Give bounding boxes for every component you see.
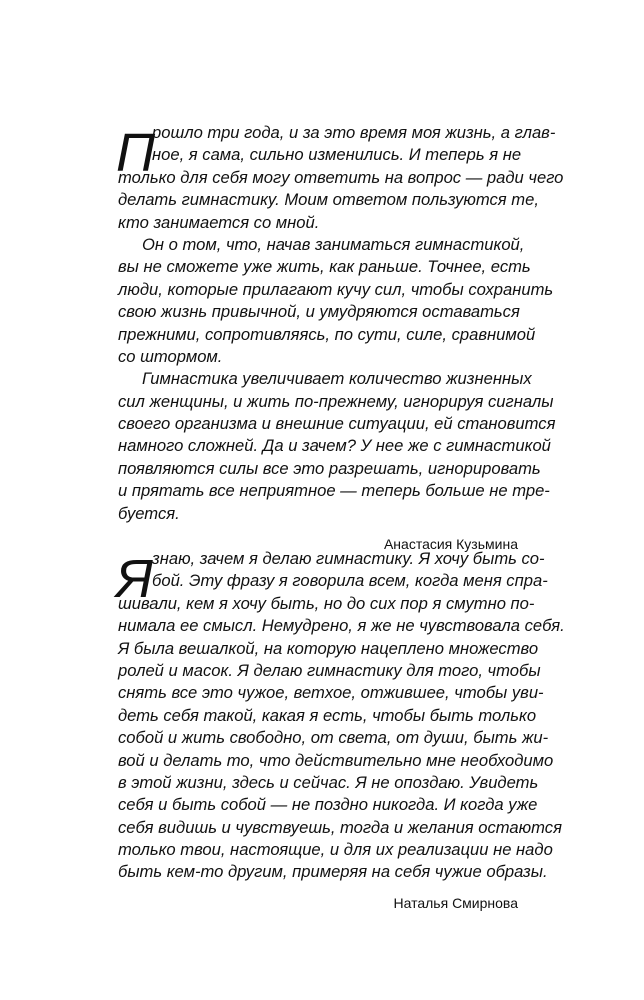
text-line: ное, я сама, сильно изменились. И теперь я не (152, 145, 522, 165)
text-line: и прятать все неприятное — теперь больше не тре- (118, 481, 550, 501)
text-line: бой. Эту фразу я говорила всем, когда меня спра- (152, 571, 548, 591)
text-line: снять все это чужое, ветхое, отжившее, чтобы уви- (118, 683, 544, 703)
text-line: собой и жить свободно, от света, от души, быть жи- (118, 728, 549, 748)
text-line: со штормом. (118, 346, 223, 366)
text-line: кто занимается со мной. (118, 212, 320, 232)
text-line: рошло три года, и за это время моя жизнь, а глав- (152, 123, 556, 142)
text-line: в этой жизни, здесь и сейчас. Я не опоздаю. Увидеть (118, 772, 539, 792)
text-line: Гимнастика увеличивает количество жизненных (142, 369, 532, 389)
drop-cap-letter: Я (116, 549, 153, 609)
text-line: появляются силы все это разрешать, игнорировать (118, 458, 541, 478)
text-line: делать гимнастику. Моим ответом пользуются те, (118, 190, 539, 210)
text-line: Я была вешалкой, на которую нацеплено множество (118, 638, 539, 658)
text-line: ролей и масок. Я делаю гимнастику для того, чтобы (118, 660, 541, 680)
text-line: прежними, сопротивляясь, по сути, силе, сравнимой (118, 324, 536, 344)
text-line: только для себя могу ответить на вопрос — ради чего (118, 167, 564, 187)
text-line: буется. (118, 503, 180, 523)
text-line: свою жизнь привычной, и умудряются оставаться (118, 302, 520, 322)
text-line: намного сложней. Да и зачем? У нее же с гимнастикой (118, 436, 551, 456)
text-line: вой и делать то, что действительно мне необходимо (118, 750, 554, 770)
author-signature: Наталья Смирнова (393, 894, 518, 911)
text-line: сил женщины, и жить по-прежнему, игнорируя сигналы (118, 391, 554, 411)
quote-section-1 (116, 122, 564, 553)
quote-section-2 (116, 548, 565, 912)
text-line: своего организма и внешние ситуации, ей становится (118, 414, 556, 434)
text-line: нимала ее смысл. Немудрено, я же не чувствовала себя. (118, 616, 565, 636)
text-line: люди, которые прилагают кучу сил, чтобы сохранить (118, 279, 554, 299)
text-line: быть кем-то другим, примеряя на себя чужие образы. (118, 862, 548, 882)
text-line: Он о том, что, начав заниматься гимнастикой, (142, 234, 525, 254)
text-line: себя видишь и чувствуешь, тогда и желания остаются (118, 817, 562, 837)
text-line: знаю, зачем я делаю гимнастику. Я хочу быть со- (152, 549, 545, 568)
text-line: деть себя такой, какая я есть, чтобы быть только (118, 705, 537, 725)
text-line: шивали, кем я хочу быть, но до сих пор я смутно по- (118, 593, 535, 613)
text-line: себя и быть собой — не поздно никогда. И когда уже (118, 795, 538, 815)
author-signature: Анастасия Кузьмина (383, 536, 518, 553)
text-line: вы не сможете уже жить, как раньше. Точнее, есть (118, 257, 531, 277)
drop-cap-letter: П (116, 123, 156, 183)
text-line: только твои, настоящие, и для их реализации не надо (118, 840, 553, 860)
